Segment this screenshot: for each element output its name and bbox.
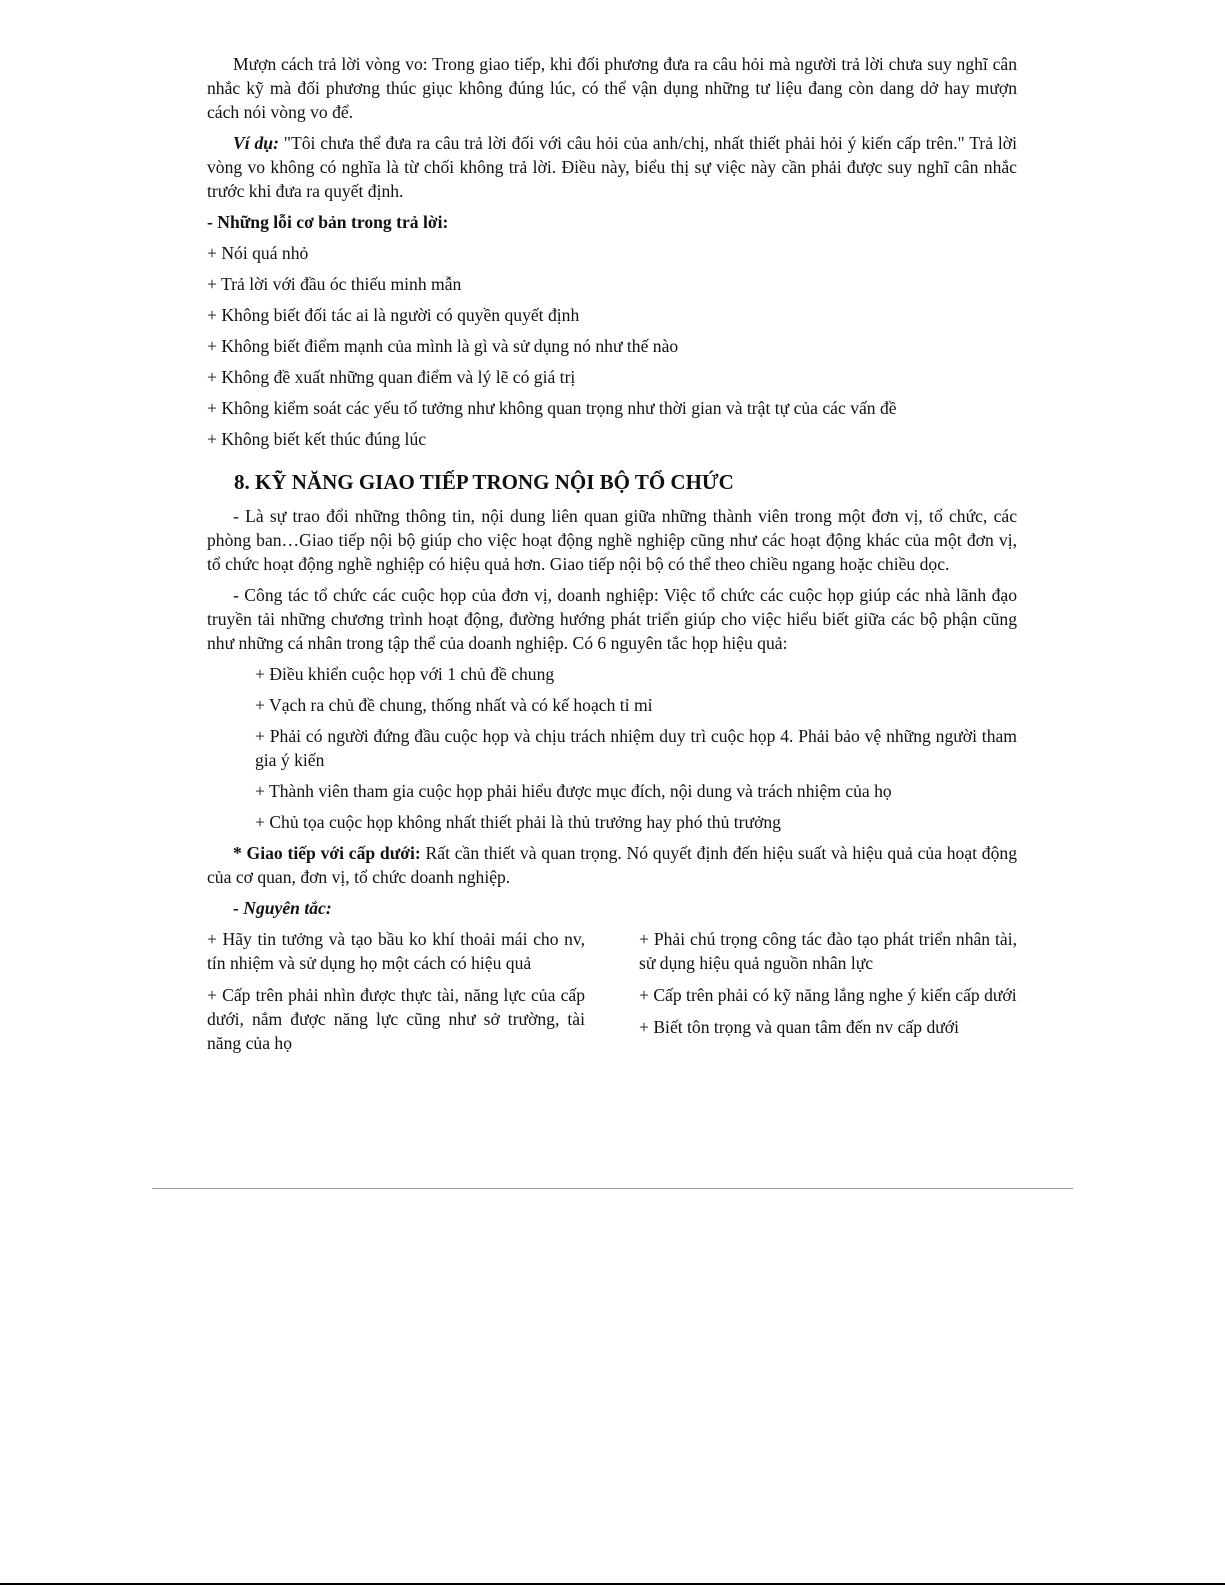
meeting-paragraph: - Công tác tổ chức các cuộc họp của đơn vị, doanh nghiệp: Việc tổ chức các cuộc họp giúp các nhà lãnh đạo truyền tải những chương trình hoạt động, đường hướng phát triển giúp cho việc hiểu biết giữa các bộ phận cũng như những cá nhân trong tập thể của doanh nghiệp. Có 6 nguyên tắc họp hiệu quả:	[207, 585, 1017, 653]
internal-communication-paragraph: - Là sự trao đổi những thông tin, nội dung liên quan giữa những thành viên trong một đơn vị, tổ chức, các phòng ban…Giao tiếp nội bộ giúp cho việc hoạt động nghề nghiệp cũng như các hoạt động khác của một đơn vị, tổ chức hoạt động nghề nghiệp có hiệu quả hơn. Giao tiếp nội bộ có thể theo chiều ngang hoặc chiều dọc.	[207, 506, 1017, 574]
principle-item: + Phải có người đứng đầu cuộc họp và chịu trách nhiệm duy trì cuộc họp 4. Phải bảo vệ những người tham gia ý kiến	[255, 726, 1017, 770]
subordinate-paragraph	[207, 841, 1017, 889]
subordinate-text: Rất cần thiết và quan trọng. Nó quyết định đến hiệu suất và hiệu quả của hoạt động của cơ quan, đơn vị, tổ chức doanh nghiệp.	[207, 843, 1017, 887]
error-item: + Nói quá nhỏ	[207, 243, 309, 263]
example-label: Ví dụ:	[233, 133, 279, 153]
rule-item: + Cấp trên phải nhìn được thực tài, năng lực của cấp dưới, nắm được năng lực cũng như sở trường, tài năng của họ	[207, 985, 585, 1053]
principle-item: + Điều khiển cuộc họp với 1 chủ đề chung	[255, 664, 555, 684]
rule-item: + Cấp trên phải có kỹ năng lắng nghe ý kiến cấp dưới	[639, 985, 1017, 1005]
rules-heading: - Nguyên tắc:	[233, 898, 332, 918]
error-item: + Không đề xuất những quan điểm và lý lẽ có giá trị	[207, 367, 576, 387]
error-item: + Trả lời với đầu óc thiếu minh mẫn	[207, 274, 462, 294]
example-text: "Tôi chưa thể đưa ra câu trả lời đối với câu hỏi của anh/chị, nhất thiết phải hỏi ý kiến cấp trên." Trả lời vòng vo không có nghĩa là từ chối không trả lời. Điều này, biểu thị sự việc này cần phải được suy nghĩ cân nhắc trước khi đưa ra quyết định.	[207, 133, 1017, 201]
meeting-principles-list	[207, 662, 1017, 834]
rules-left-column	[207, 927, 585, 1063]
errors-list	[207, 241, 1017, 451]
subordinate-label: * Giao tiếp với cấp dưới:	[233, 843, 421, 863]
errors-heading: - Những lỗi cơ bản trong trả lời:	[207, 212, 449, 232]
error-item: + Không biết điểm mạnh của mình là gì và sử dụng nó như thế nào	[207, 336, 679, 356]
rule-item: + Phải chú trọng công tác đào tạo phát triển nhân tài, sử dụng hiệu quả nguồn nhân lực	[639, 929, 1017, 973]
error-item: + Không biết kết thúc đúng lúc	[207, 429, 427, 449]
principle-item: + Chủ tọa cuộc họp không nhất thiết phải là thủ trưởng hay phó thủ trưởng	[255, 812, 781, 832]
rules-right-column	[639, 927, 1017, 1063]
section-heading: 8. KỸ NĂNG GIAO TIẾP TRONG NỘI BỘ TỔ CHỨC	[234, 470, 734, 494]
principle-item: + Vạch ra chủ đề chung, thống nhất và có kế hoạch tỉ mỉ	[255, 695, 653, 715]
rules-columns	[207, 927, 1017, 1063]
document-page	[207, 52, 1017, 1063]
intro-paragraph: Mượn cách trả lời vòng vo: Trong giao tiếp, khi đối phương đưa ra câu hỏi mà người trả lời chưa suy nghĩ cân nhắc kỹ mà đối phương thúc giục không đúng lúc, có thể vận dụng những tư liệu đang còn dang dở hay mượn cách nói vòng vo để.	[207, 54, 1017, 122]
example-paragraph	[207, 131, 1017, 203]
rule-item: + Hãy tin tưởng và tạo bầu ko khí thoải mái cho nv, tín nhiệm và sử dụng họ một cách có hiệu quả	[207, 929, 585, 973]
error-item: + Không biết đối tác ai là người có quyền quyết định	[207, 305, 580, 325]
error-item: + Không kiểm soát các yếu tố tưởng như không quan trọng như thời gian và trật tự của các vấn đề	[207, 398, 897, 418]
rule-item: + Biết tôn trọng và quan tâm đến nv cấp dưới	[639, 1017, 959, 1037]
principle-item: + Thành viên tham gia cuộc họp phải hiểu được mục đích, nội dung và trách nhiệm của họ	[255, 781, 892, 801]
footer-divider	[152, 1188, 1073, 1189]
